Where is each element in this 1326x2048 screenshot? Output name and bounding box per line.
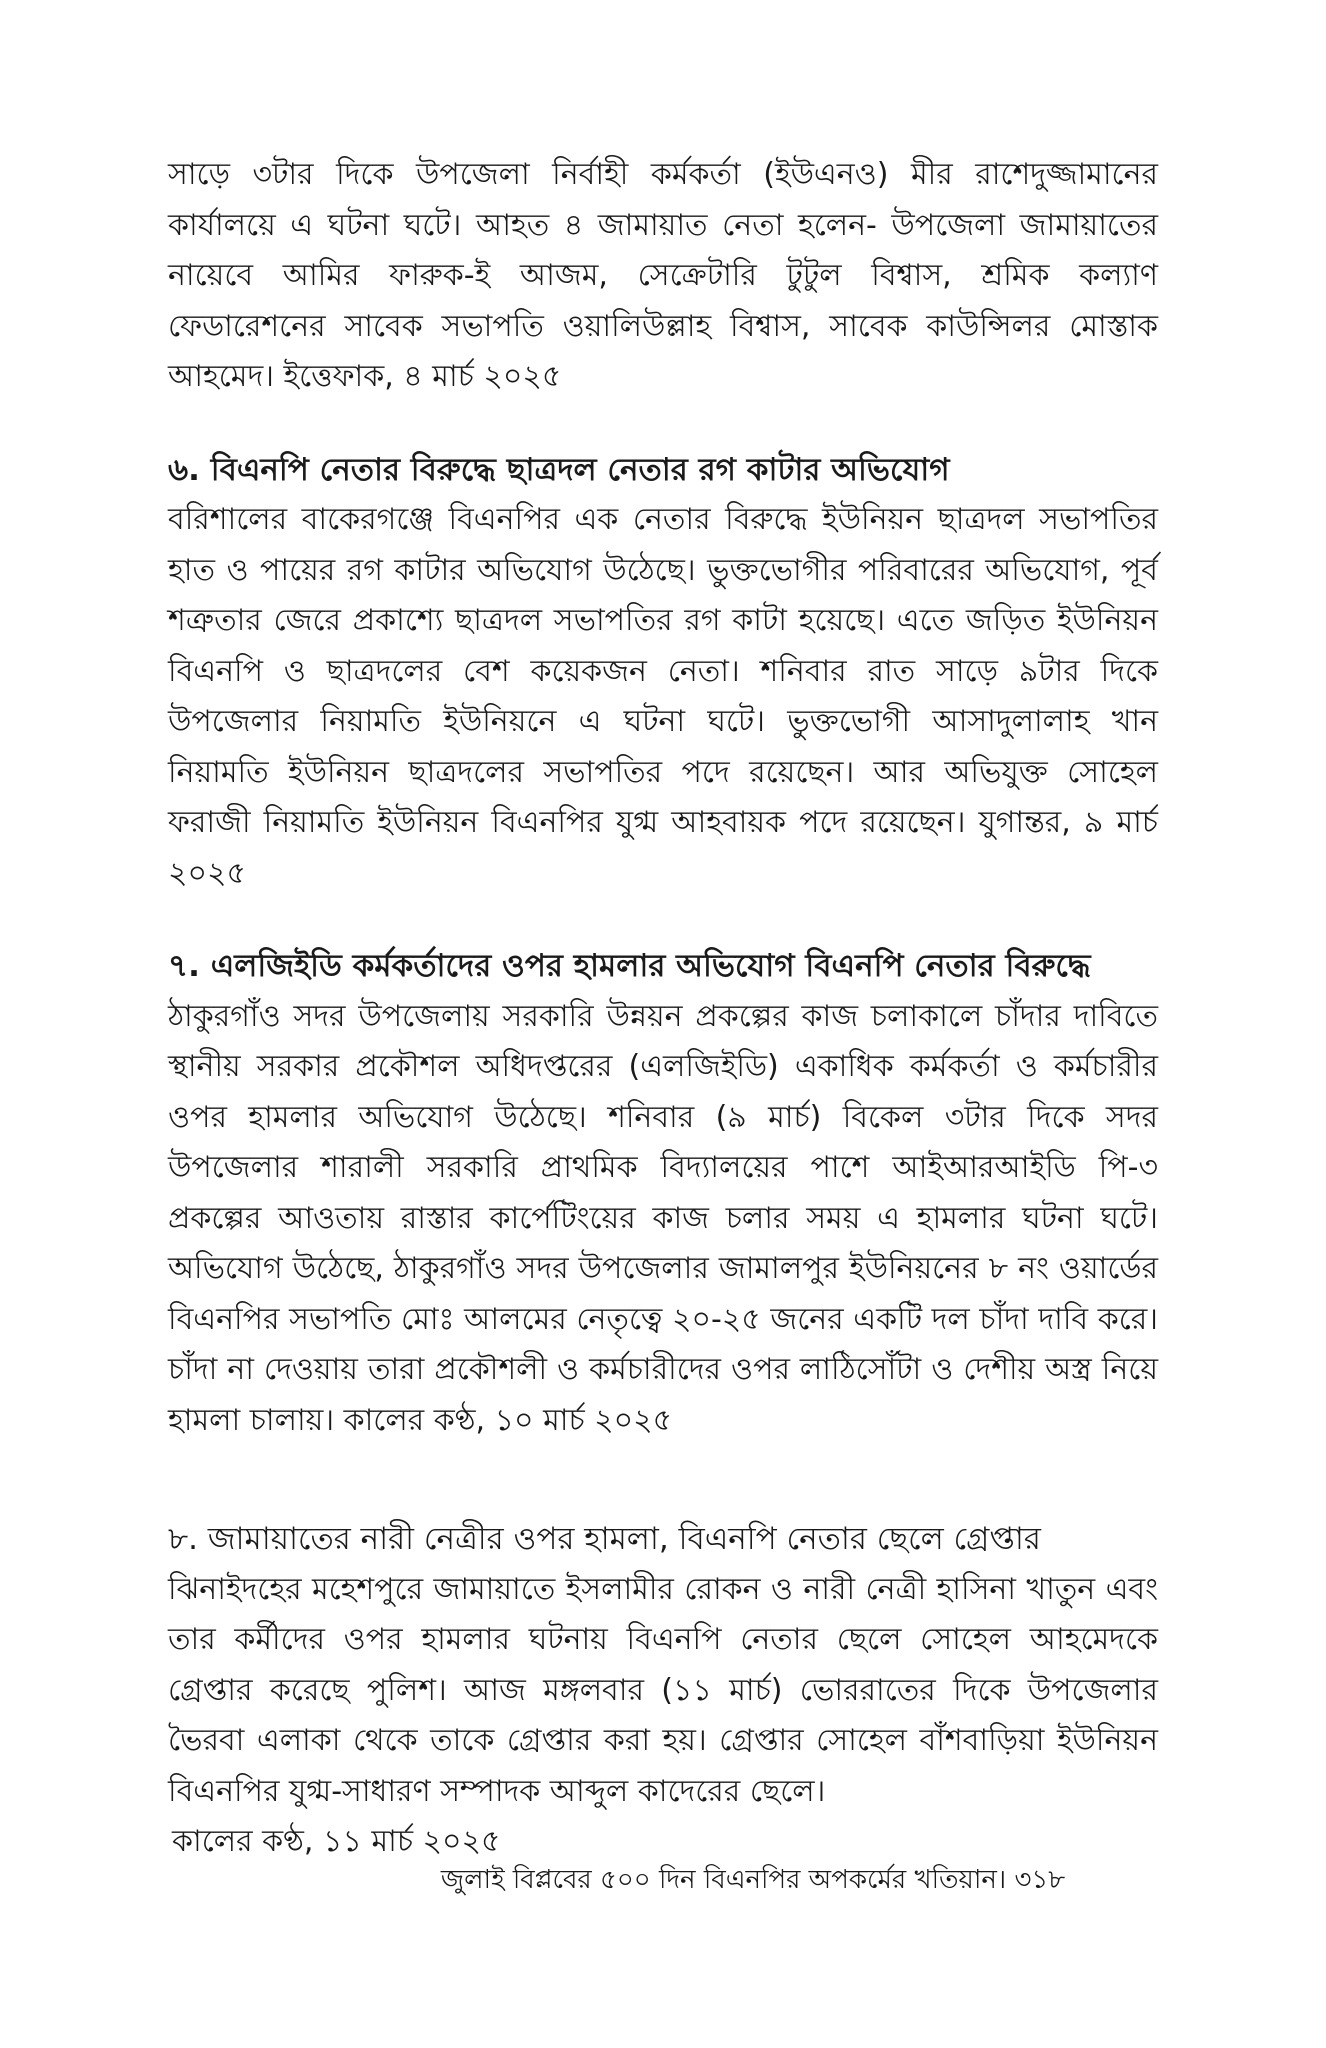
section-body: ঠাকুরগাঁও সদর উপজেলায় সরকারি উন্নয়ন প্রকল্পের কাজ চলাকালে চাঁদার দাবিতে স্থানীয় সরকার প্রকৌশল অধিদপ্তরের (এলজিইডি) একাধিক কর্মকর্তা ও কর্মচারীর ওপর হামলার অভিযোগ উঠেছে। শনিবার (৯ মার্চ) বিকেল ৩টার দিকে সদর উপজেলার শারালী সরকারি প্রাথমিক বিদ্যালয়ের পাশে আইআরআইডি পি-৩ প্রকল্পের আওতায় রাস্তার কার্পেটিংয়ের কাজ চলার সময় এ হামলার ঘটনা ঘটে। অভিযোগ উঠেছে, ঠাকুরগাঁও সদর উপজেলার জামালপুর ইউনিয়নের ৮ নং ওয়ার্ডের বিএনপির সভাপতি মোঃ আলমের নেতৃত্বে ২০-২৫ জনের একটি দল চাঁদা দাবি করে। চাঁদা না দেওয়ায় তারা প্রকৌশলী ও কর্মচারীদের ওপর লাঠিসোঁটা ও দেশীয় অস্ত্র নিয়ে হামলা চালায়। কালের কণ্ঠ, ১০ মার্চ ২০২৫ xyxy=(168,998,1158,1438)
section-title: ৬. বিএনপি নেতার বিরুদ্ধে ছাত্রদল নেতার রগ কাটার অভিযোগ xyxy=(168,451,950,488)
section-6 xyxy=(168,445,1158,900)
section-8 xyxy=(168,1514,1158,1868)
section-title: ৭. এলজিইডি কর্মকর্তাদের ওপর হামলার অভিযোগ বিএনপি নেতার বিরুদ্ধে xyxy=(168,948,1091,984)
section-body: বরিশালের বাকেরগঞ্জে বিএনপির এক নেতার বিরুদ্ধে ইউনিয়ন ছাত্রদল সভাপতির হাত ও পায়ের রগ কাটার অভিযোগ উঠেছে। ভুক্তভোগীর পরিবারের অভিযোগ, পূর্ব শত্রুতার জেরে প্রকাশ্যে ছাত্রদল সভাপতির রগ কাটা হয়েছে। এতে জড়িত ইউনিয়ন বিএনপি ও ছাত্রদলের বেশ কয়েকজন নেতা। শনিবার রাত সাড়ে ৯টার দিকে উপজেলার নিয়ামতি ইউনিয়নে এ ঘটনা ঘটে। ভুক্তভোগী আসাদুলালাহ খান নিয়ামতি ইউনিয়ন ছাত্রদলের সভাপতির পদে রয়েছেন। আর অভিযুক্ত সোহেল ফরাজী নিয়ামতি ইউনিয়ন বিএনপির যুগ্ম আহবায়ক পদে রয়েছেন। যুগান্তর, ৯ মার্চ ২০২৫ xyxy=(168,502,1158,891)
page-footer xyxy=(0,1862,1326,1898)
footer-text: জুলাই বিপ্লবের ৫০০ দিন বিএনপির অপকর্মের খতিয়ান। ৩১৮ xyxy=(440,1865,1066,1895)
section-source: কালের কণ্ঠ, ১১ মার্চ ২০২৫ xyxy=(172,1824,501,1859)
section-7 xyxy=(168,941,1158,1446)
intro-paragraph: সাড়ে ৩টার দিকে উপজেলা নির্বাহী কর্মকর্তা (ইউএনও) মীর রাশেদুজ্জামানের কার্যালয়ে এ ঘটনা ঘটে। আহত ৪ জামায়াত নেতা হলেন- উপজেলা জামায়াতের নায়েবে আমির ফারুক-ই আজম, সেক্রেটারি টুটুল বিশ্বাস, শ্রমিক কল্যাণ ফেডারেশনের সাবেক সভাপতি ওয়ালিউল্লাহ বিশ্বাস, সাবেক কাউন্সিলর মোস্তাক আহমেদ। ইত্তেফাক, ৪ মার্চ ২০২৫ xyxy=(168,157,1158,394)
page-body xyxy=(168,150,1158,1868)
section-body: ঝিনাইদহের মহেশপুরে জামায়াতে ইসলামীর রোকন ও নারী নেত্রী হাসিনা খাতুন এবং তার কর্মীদের ওপর হামলার ঘটনায় বিএনপি নেতার ছেলে সোহেল আহমেদকে গ্রেপ্তার করেছে পুলিশ। আজ মঙ্গলবার (১১ মার্চ) ভোররাতের দিকে উপজেলার ভৈরবা এলাকা থেকে তাকে গ্রেপ্তার করা হয়। গ্রেপ্তার সোহেল বাঁশবাড়িয়া ইউনিয়ন বিএনপির যুগ্ম-সাধারণ সম্পাদক আব্দুল কাদেরের ছেলে। xyxy=(168,1571,1158,1809)
section-title: ৮. জামায়াতের নারী নেত্রীর ওপর হামলা, বিএনপি নেতার ছেলে গ্রেপ্তার xyxy=(168,1521,1041,1557)
